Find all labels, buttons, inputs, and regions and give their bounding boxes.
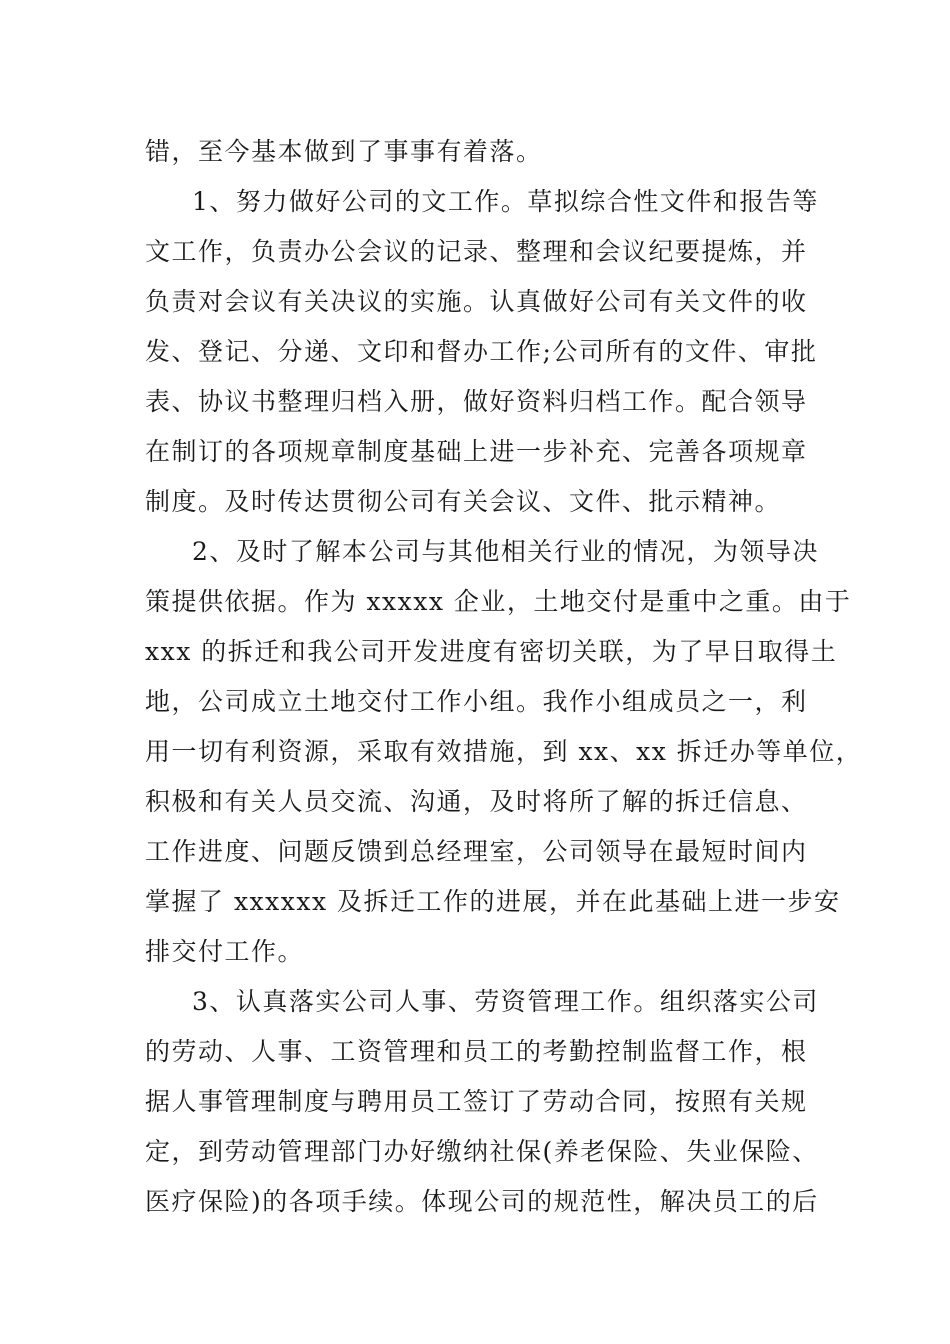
paragraph-2-start: 2、及时了解本公司与其他相关行业的情况，为领导决	[192, 537, 819, 566]
text-line: 制度。及时传达贯彻公司有关会议、文件、批示精神。	[145, 487, 782, 516]
text-line: 负责对会议有关决议的实施。认真做好公司有关文件的收	[145, 287, 808, 316]
paragraph-3-start: 3、认真落实公司人事、劳资管理工作。组织落实公司	[192, 987, 819, 1016]
text-line: 的劳动、人事、工资管理和员工的考勤控制监督工作，根	[145, 1037, 808, 1066]
text-line: 用一切有利资源，采取有效措施，到 xx、xx 拆迁办等单位，	[145, 737, 863, 766]
text-line: 表、协议书整理归档入册，做好资料归档工作。配合领导	[145, 387, 808, 416]
text-line: xxx 的拆迁和我公司开发进度有密切关联，为了早日取得土	[145, 637, 838, 666]
text-line: 掌握了 xxxxxx 及拆迁工作的进展，并在此基础上进一步安	[145, 887, 841, 916]
text-line: 文工作，负责办公会议的记录、整理和会议纪要提炼，并	[145, 237, 808, 266]
text-line: 积极和有关人员交流、沟通，及时将所了解的拆迁信息、	[145, 787, 808, 816]
text-line: 发、登记、分递、文印和督办工作;公司所有的文件、审批	[145, 337, 818, 366]
text-line: 错，至今基本做到了事事有着落。	[145, 137, 543, 166]
text-line: 定，到劳动管理部门办好缴纳社保(养老保险、失业保险、	[145, 1137, 819, 1166]
text-line: 工作进度、问题反馈到总经理室，公司领导在最短时间内	[145, 837, 808, 866]
text-line: 地，公司成立土地交付工作小组。我作小组成员之一，利	[145, 687, 808, 716]
paragraph-1-start: 1、努力做好公司的文工作。草拟综合性文件和报告等	[192, 187, 819, 216]
text-line: 医疗保险)的各项手续。体现公司的规范性，解决员工的后	[145, 1187, 819, 1216]
text-line: 在制订的各项规章制度基础上进一步补充、完善各项规章	[145, 437, 808, 466]
text-line: 排交付工作。	[145, 937, 305, 966]
text-line: 据人事管理制度与聘用员工签订了劳动合同，按照有关规	[145, 1087, 808, 1116]
text-line: 策提供依据。作为 xxxxx 企业，土地交付是重中之重。由于	[145, 587, 852, 616]
